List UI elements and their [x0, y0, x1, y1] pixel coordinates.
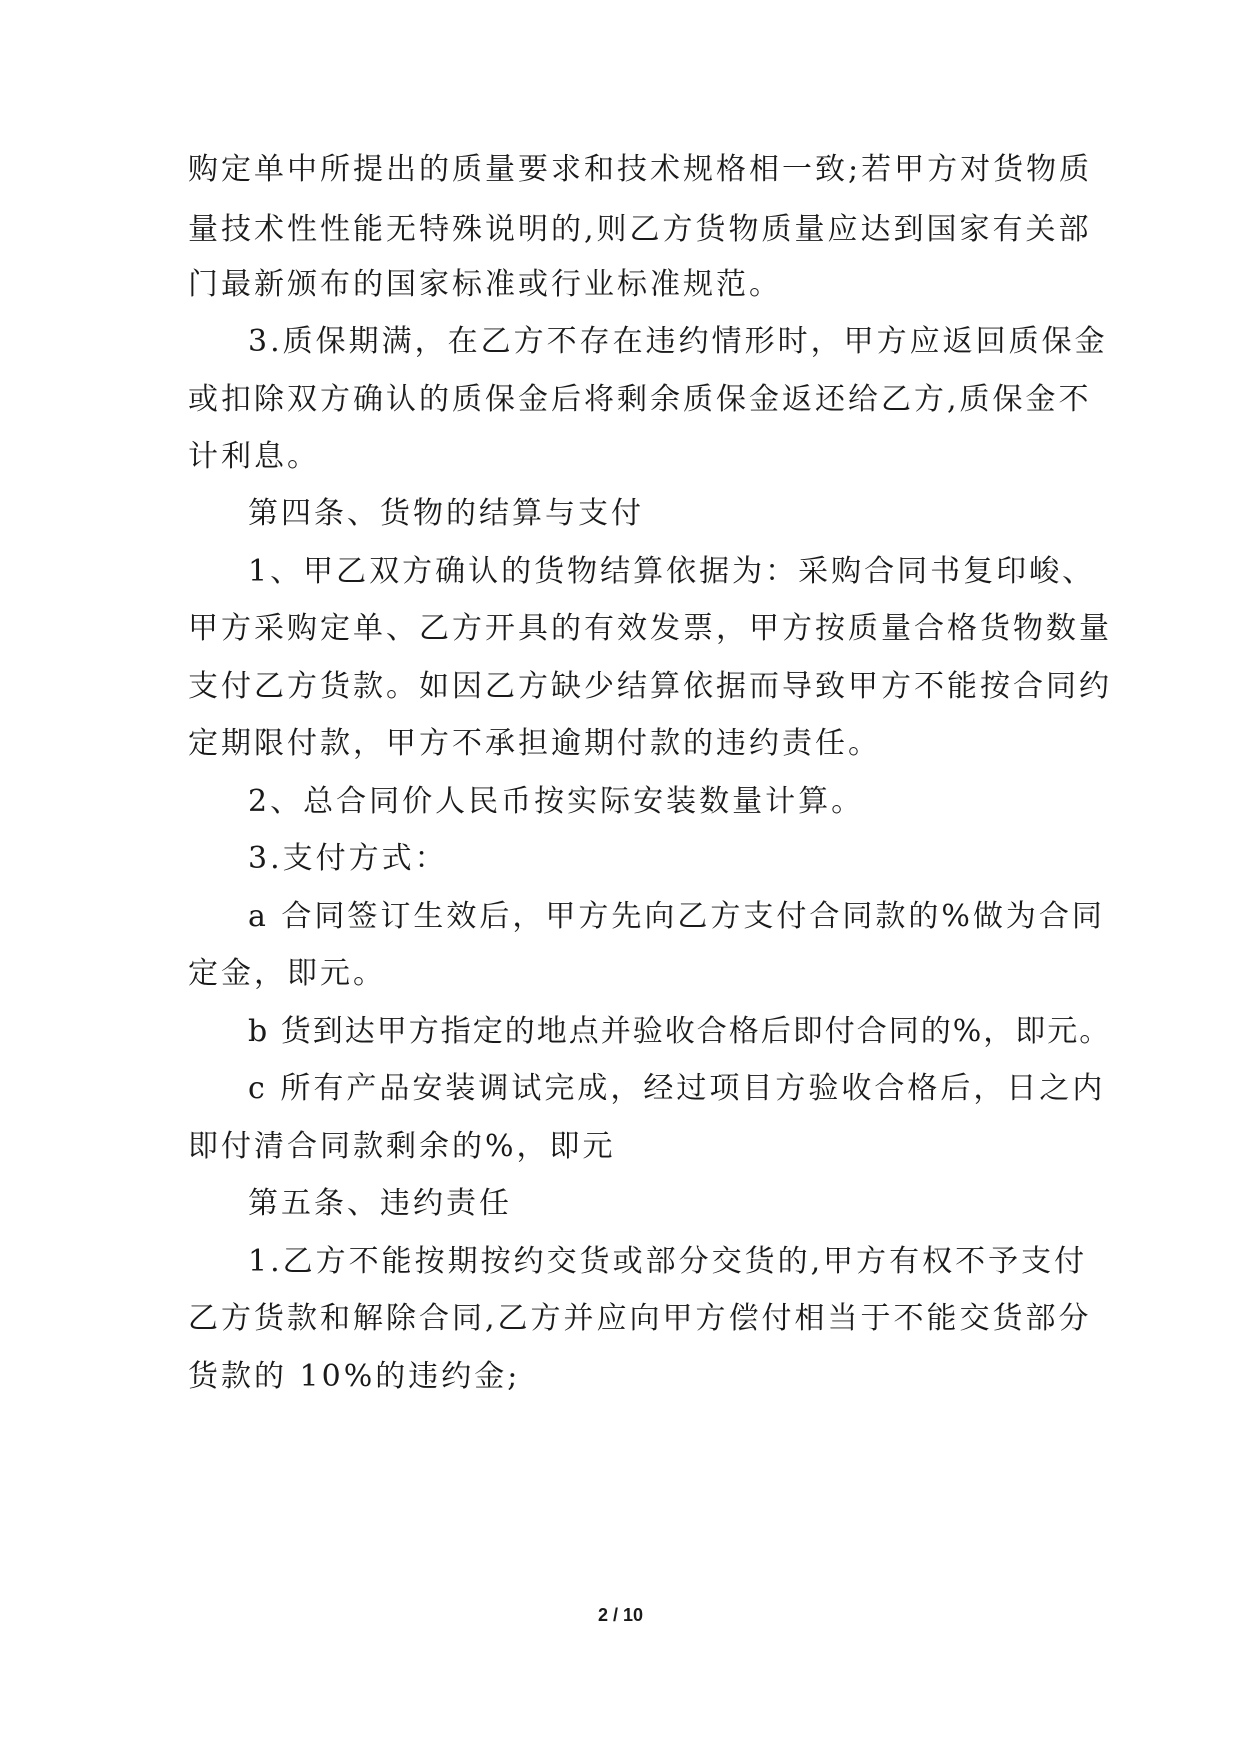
body-line: 计利息。	[188, 439, 320, 474]
body-line: 3.质保期满，在乙方不存在违约情形时，甲方应返回质保金	[248, 324, 1108, 359]
body-line: 量技术性性能无特殊说明的,则乙方货物质量应达到国家有关部	[188, 212, 1092, 247]
body-line: 1、甲乙双方确认的货物结算依据为：采购合同书复印峻、	[248, 554, 1096, 589]
body-line: 门最新颁布的国家标准或行业标准规范。	[188, 267, 782, 302]
section-heading: 第五条、违约责任	[248, 1186, 512, 1221]
body-line: c 所有产品安装调试完成，经过项目方验收合格后，日之内	[248, 1071, 1106, 1106]
body-line: 1.乙方不能按期按约交货或部分交货的,甲方有权不予支付	[248, 1244, 1088, 1279]
body-line: 甲方采购定单、乙方开具的有效发票，甲方按质量合格货物数量	[188, 611, 1112, 646]
body-line: 定金，即元。	[188, 956, 386, 991]
body-line: 定期限付款，甲方不承担逾期付款的违约责任。	[188, 726, 881, 761]
page-number: 2 / 10	[597, 1605, 644, 1625]
body-line: a 合同签订生效后，甲方先向乙方支付合同款的%做为合同	[248, 899, 1105, 934]
body-line: 3.支付方式：	[248, 841, 448, 876]
body-line: 货款的 10%的违约金;	[188, 1359, 521, 1394]
body-line: 或扣除双方确认的质保金后将剩余质保金返还给乙方,质保金不	[188, 382, 1092, 417]
body-line: 即付清合同款剩余的%，即元	[188, 1129, 616, 1164]
body-line: 支付乙方货款。如因乙方缺少结算依据而导致甲方不能按合同约	[188, 669, 1112, 704]
body-line: 2、总合同价人民币按实际安装数量计算。	[248, 784, 865, 819]
section-heading: 第四条、货物的结算与支付	[248, 496, 644, 531]
body-line: 乙方货款和解除合同,乙方并应向甲方偿付相当于不能交货部分	[188, 1301, 1092, 1336]
body-line: b 货到达甲方指定的地点并验收合格后即付合同的%，即元。	[248, 1014, 1112, 1049]
body-line: 购定单中所提出的质量要求和技术规格相一致;若甲方对货物质	[188, 152, 1093, 187]
